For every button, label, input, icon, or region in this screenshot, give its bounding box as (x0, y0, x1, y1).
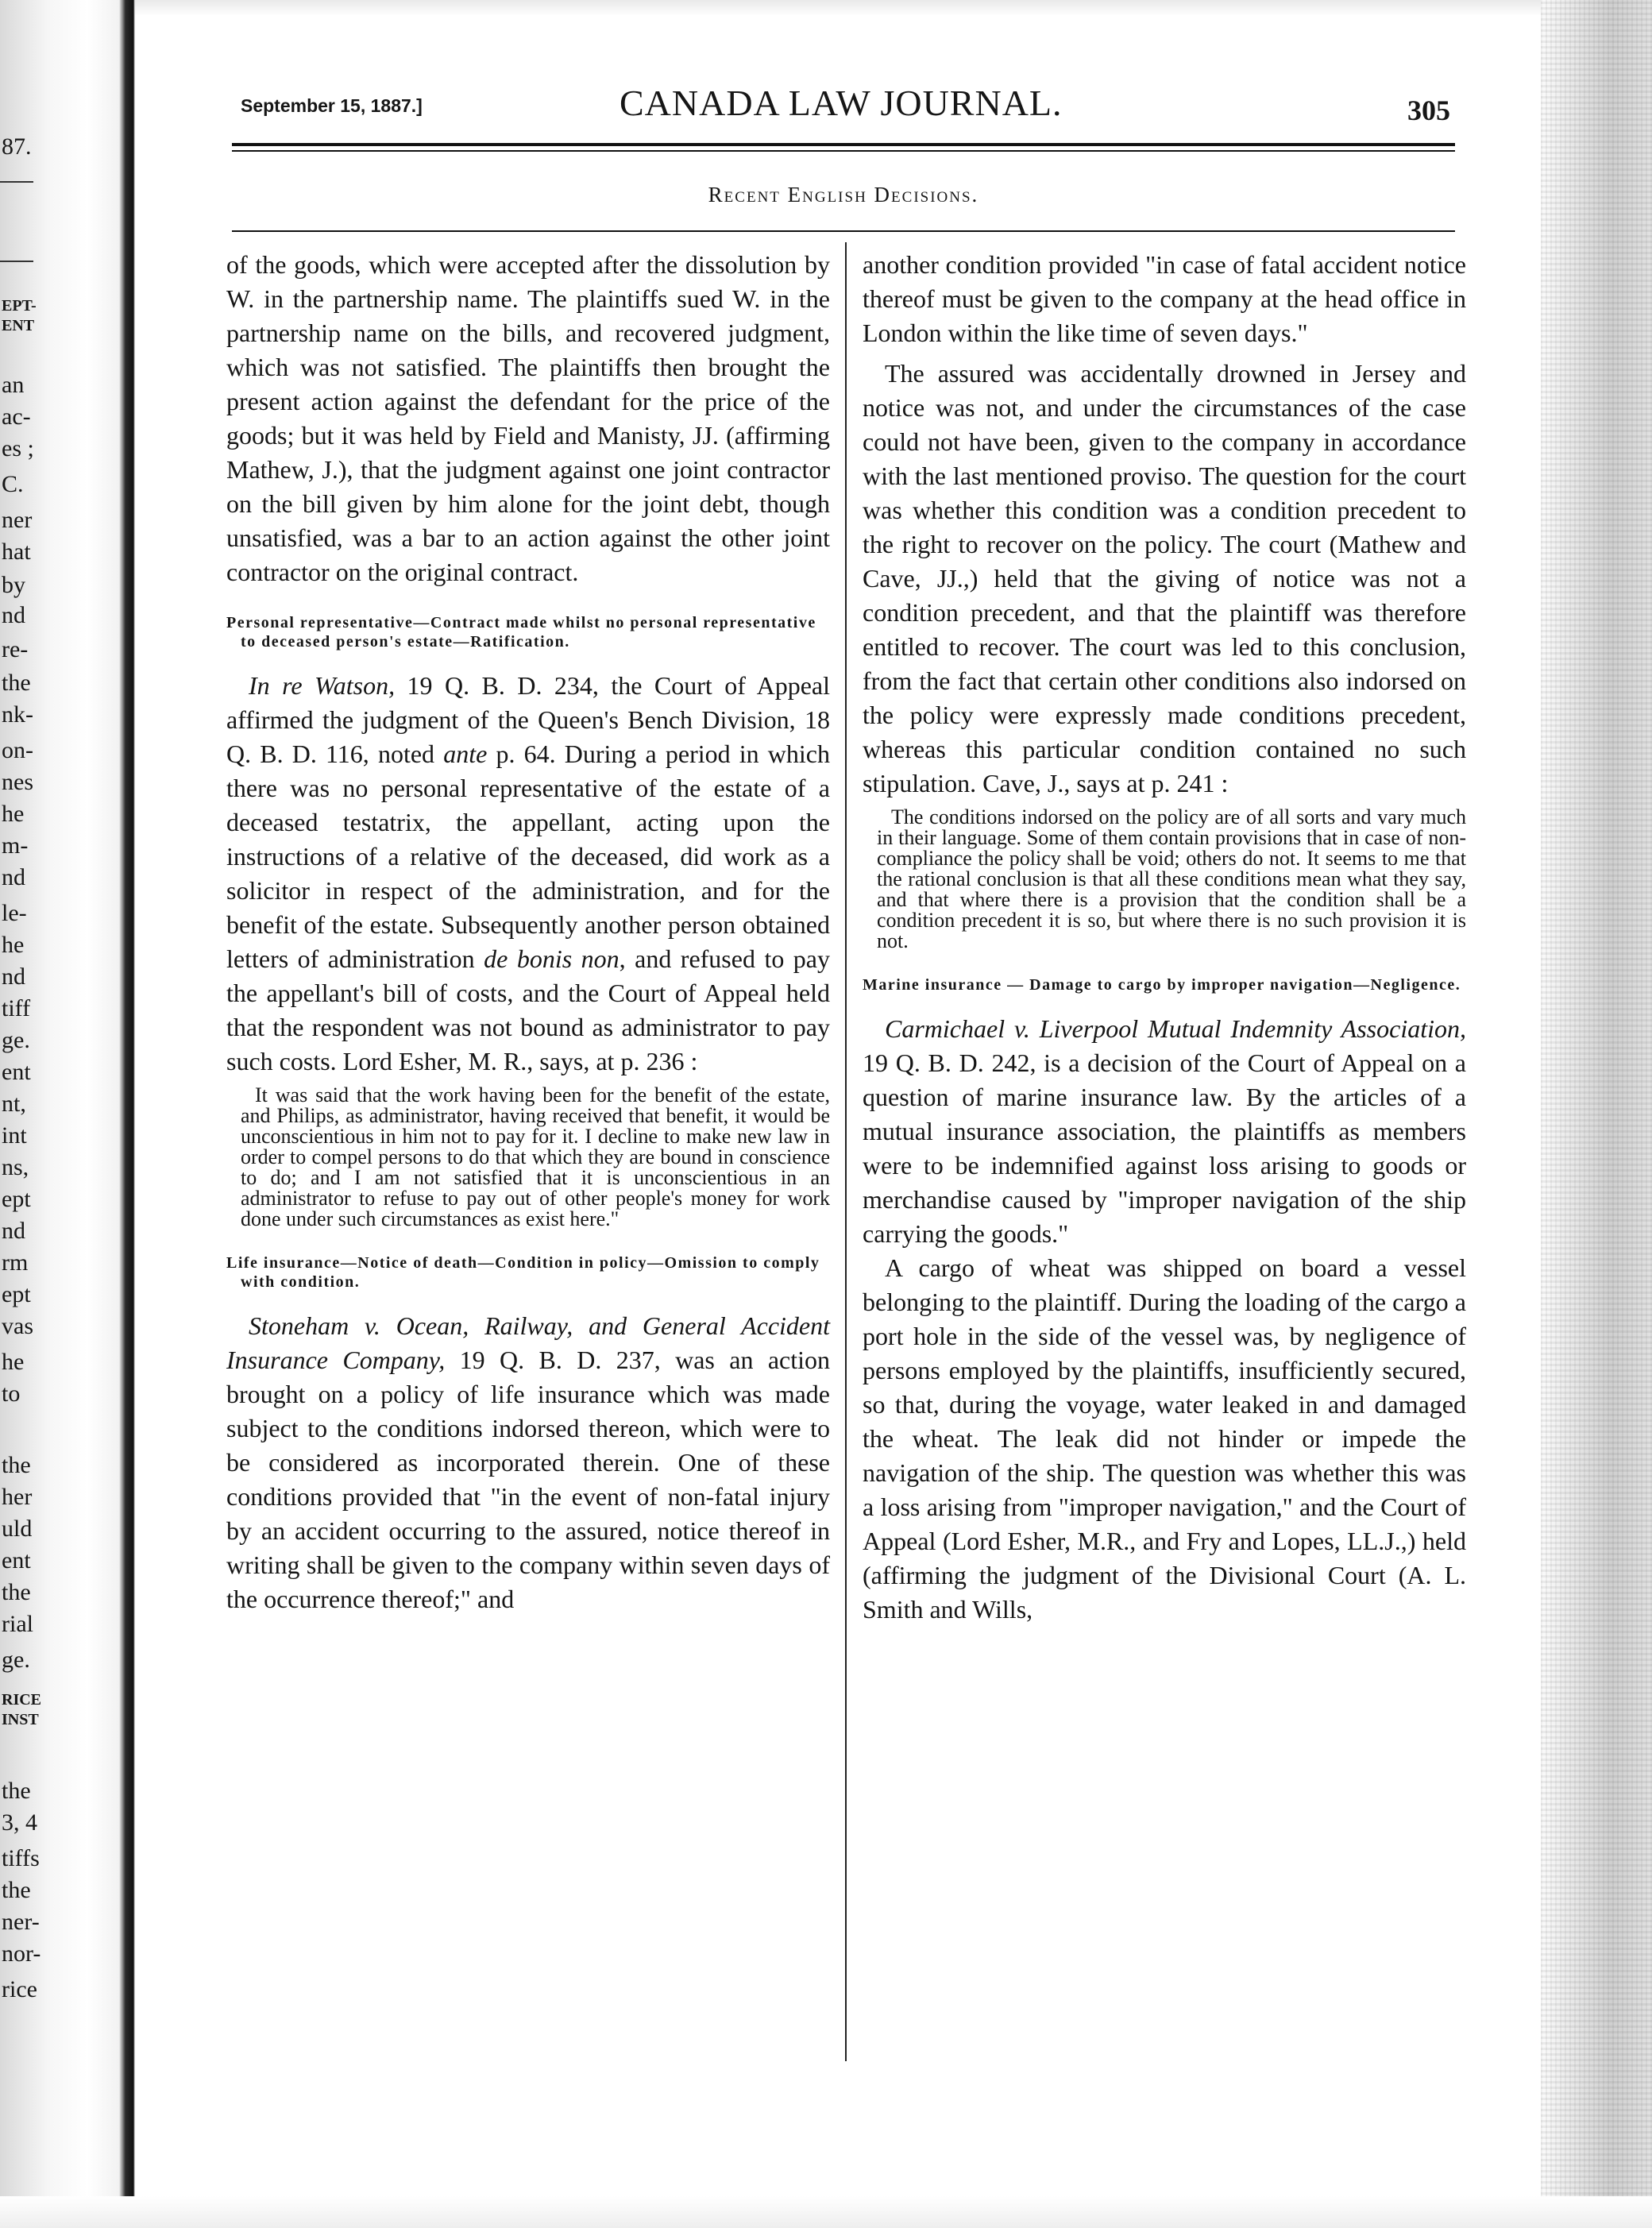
facing-page-text-fragment: RICE (2, 1691, 42, 1709)
facing-page-text-fragment: ner (2, 507, 33, 533)
facing-page-text-fragment: to (2, 1380, 21, 1407)
facing-page-text-fragment: nd (2, 864, 25, 890)
subject-heading-marine-insurance: Marine insurance — Damage to cargo by improper navigation—Negligence. (863, 976, 1461, 994)
facing-page-text-fragment: 3, 4 (2, 1809, 37, 1836)
facing-page-text-fragment: ept (2, 1186, 31, 1212)
header-rule-thin (232, 150, 1455, 152)
facing-page-text-fragment: rm (2, 1249, 29, 1276)
facing-page-text-fragment: he (2, 932, 25, 958)
paragraph-in-re-watson: In re Watson, 19 Q. B. D. 234, the Court of Appeal affirmed the judgment of the Queen's Bench Division, 18 Q. B. D. 116, noted ante p. 64. During a period in which there was no personal representative of the estate of a deceased testatrix, the appellant, acting upon the instructions of a relative of the deceased, did work as a solicitor in respect of the administration, and for the benefit of the estate. Subsequently another person obtained letters of administration de bonis non, and refused to pay the appellant's bill of costs, and the Court of Appeal held that the respondent was not bound as administrator to pay such costs. Lord Esher, M. R., says, at p. 236 : (226, 671, 831, 1075)
facing-page-text-fragment: uld (2, 1516, 33, 1542)
header-rule-thick (232, 143, 1455, 146)
facing-page-text-fragment: ge. (2, 1027, 30, 1053)
facing-page-text-fragment: re- (2, 636, 29, 662)
scan-top-shadow (0, 0, 1652, 16)
paragraph-continuation: another condition provided "in case of fatal accident notice thereof must be given to the company at the head office in London within the like time of seven days." (863, 250, 1466, 347)
case-name: Stoneham v. Ocean, Railway, and General Accident Insurance Company, (226, 1311, 830, 1374)
facing-page-text-fragment: nd (2, 1218, 25, 1244)
facing-page-text-fragment: tiff (2, 995, 31, 1021)
facing-page-rule (0, 181, 33, 183)
facing-page-text-fragment: es ; (2, 435, 34, 461)
facing-page-text-fragment: 87. (2, 133, 32, 160)
facing-page-text-fragment: by (2, 572, 25, 598)
facing-page-text-fragment: the (2, 1452, 31, 1478)
facing-page-text-fragment: nd (2, 963, 25, 990)
facing-page-text-fragment: ns, (2, 1154, 29, 1180)
facing-page-text-fragment: ent (2, 1059, 31, 1085)
subject-heading-life-insurance: Life insurance—Notice of death—Condition in policy—Omission to comply with condition. (226, 1254, 820, 1291)
facing-page-text-fragment: int (2, 1122, 27, 1149)
facing-page-text-fragment: on- (2, 737, 33, 763)
facing-page-text-fragment: nor- (2, 1940, 41, 1967)
case-name: In re Watson, (249, 671, 396, 700)
facing-page-text-fragment: nd (2, 602, 25, 628)
facing-page-text-fragment: he (2, 1349, 25, 1375)
facing-page-text-fragment: hat (2, 539, 31, 565)
section-rule (232, 230, 1455, 232)
scan-right-edge-noise (1541, 0, 1652, 2228)
block-quote-cave: The conditions indorsed on the policy are of all sorts and vary much in their language. Some of them contain provisions that in case of non-compliance the policy shall be void; others do not. It seems to me that the rational conclusion is that all these conditions mean what they say, and that where there is a provision that the condition shall be a condition precedent it is so, but where there is no such provision it is not. (877, 805, 1466, 952)
facing-page-text-fragment: ner- (2, 1909, 40, 1935)
journal-title: CANADA LAW JOURNAL. (620, 83, 1063, 123)
facing-page-text-fragment: he (2, 801, 25, 827)
paragraph-stoneham: Stoneham v. Ocean, Railway, and General Accident Insurance Company, 19 Q. B. D. 237, was an action brought on a policy of life insurance which was made subject to the conditions indorsed thereon, which were to be considered as incorporated therein. One of these conditions provided that "in the event of non-fatal injury by an accident occurring to the assured, notice thereof in writing shall be given to the company within seven days of the occurrence thereof;" and (226, 1311, 831, 1613)
facing-page-text-fragment: rice (2, 1976, 37, 2002)
left-column (226, 248, 830, 1616)
paragraph-cargo-of-wheat: A cargo of wheat was shipped on board a vessel belonging to the plaintiff. During the loading of the cargo a port hole in the side of the vessel was, by negligence of persons employed by the plaintiffs, insufficiently secured, so that, during the voyage, water leaked in and damaged the wheat. The leak did not hinder or impede the navigation of the ship. The question was whether this was a loss arising from "improper navigation," and the Court of Appeal (Lord Esher, M.R., and Fry and Lopes, LL.J.,) held (affirming the judgment of the Divisional Court (A. L. Smith and Wills, (863, 1253, 1466, 1624)
column-divider (845, 242, 847, 2061)
block-quote-lord-esher: It was said that the work having been for the benefit of the estate, and Philips, as administrator, having received that benefit, it would be unconscientious in him not to pay for it. I decline to make new law in order to compel persons to do that which they are bound in conscience to do; and I am not satisfied that it is unconscientious in an administrator to refuse to pay out of other people's money for work done under such circumstances as exist here." (241, 1083, 830, 1230)
facing-page-text-fragment: an (2, 372, 25, 398)
facing-page-text-fragment: C. (2, 471, 24, 497)
facing-page-text-fragment: nk- (2, 701, 33, 728)
paragraph-continuation: of the goods, which were accepted after the dissolution by W. in the partnership name. The plaintiffs sued W. in the partnership name on the bills, and recovered judgment, which was not satisfied. The plaintiffs then brought the present action against the defendant for the price of the goods; but it was held by Field and Manisty, JJ. (affirming Mathew, J.), that the judgment against one joint contractor on the bill given by him alone for the joint debt, though unsatisfied, was a bar to an action against the other joint contractor on the original contract. (226, 250, 830, 586)
facing-page-text-fragment: the (2, 1778, 31, 1804)
paragraph-carmichael: Carmichael v. Liverpool Mutual Indemnity Association, 19 Q. B. D. 242, is a decision of the Court of Appeal on a question of marine insurance law. By the articles of a mutual insurance association, the plaintiffs as members were to be indemnified against loss arising to goods or merchandise caused by "improper navigation of the ship carrying the goods." (863, 1014, 1466, 1248)
facing-page-text-fragment: le- (2, 900, 27, 926)
facing-page-text-fragment: nes (2, 769, 33, 795)
case-name: Carmichael v. Liverpool Mutual Indemnity Association, (885, 1014, 1466, 1043)
facing-page-text-fragment: rial (2, 1611, 33, 1637)
paragraph-assured-drowned: The assured was accidentally drowned in Jersey and notice was not, and under the circumstances of the case could not have been, given to the company in accordance with the last mentioned proviso. The question for the court was whether this condition was a condition precedent to the right to recover on the policy. The court (Mathew and Cave, JJ.,) held that the giving of notice was not a condition precedent, and that the plaintiff was therefore entitled to recover. The court was led to this conclusion, from the fact that certain other conditions also indorsed on the policy were expressly made conditions precedent, whereas this particular condition contained no such stipulation. Cave, J., says at p. 241 : (863, 359, 1466, 797)
page-number: 305 (1407, 95, 1450, 126)
facing-page-fragments (0, 0, 48, 2228)
facing-page-text-fragment: vas (2, 1313, 33, 1339)
facing-page-text-fragment: INST (2, 1711, 39, 1728)
facing-page-text-fragment: tiffs (2, 1845, 40, 1871)
facing-page-text-fragment: ept (2, 1281, 31, 1307)
facing-page-text-fragment: ENT (2, 317, 35, 334)
facing-page-text-fragment: the (2, 1877, 31, 1903)
facing-page-text-fragment: m- (2, 832, 29, 859)
facing-page-text-fragment: ent (2, 1547, 31, 1574)
subject-heading-personal-representative: Personal representative—Contract made whilst no personal representative to deceased person's estate—Ratification. (226, 614, 816, 651)
facing-page-text-fragment: the (2, 1579, 31, 1605)
facing-page-rule (0, 261, 33, 262)
facing-page-text-fragment: EPT- (2, 297, 37, 315)
section-title: Recent English Decisions. (708, 183, 979, 207)
facing-page-text-fragment: nt, (2, 1091, 26, 1117)
facing-page-text-fragment: her (2, 1484, 33, 1510)
facing-page-text-fragment: the (2, 670, 31, 696)
scan-bottom-shadow (0, 2196, 1652, 2228)
facing-page-text-fragment: ac- (2, 404, 31, 430)
facing-page-text-fragment: ge. (2, 1647, 30, 1673)
issue-date: September 15, 1887.] (241, 95, 423, 116)
right-column (863, 248, 1466, 1627)
